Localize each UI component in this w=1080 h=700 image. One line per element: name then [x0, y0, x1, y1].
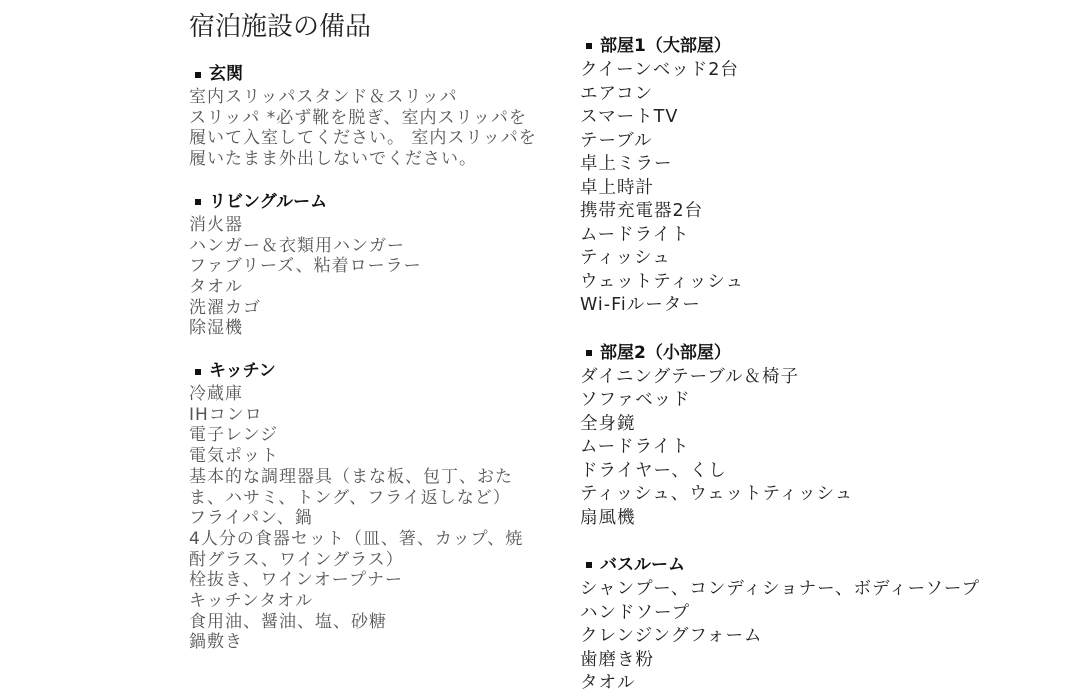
section-heading-text: 部屋2（小部屋） — [600, 342, 731, 363]
square-bullet-icon — [195, 369, 201, 375]
list-item: タオル — [189, 276, 243, 297]
list-item: 栓抜き、ワインオープナー — [189, 570, 403, 591]
list-item: 消火器 — [189, 214, 243, 235]
list-item: 冷蔵庫 — [189, 384, 243, 405]
list-item: スリッパ *必ず靴を脱ぎ、室内スリッパを — [189, 107, 527, 128]
section-room-2 — [580, 340, 1060, 531]
section-bathroom — [580, 552, 1060, 696]
list-item: 電気ポット — [189, 446, 279, 467]
list-item: ティッシュ — [580, 248, 671, 268]
page-title: 宿泊施設の備品 — [189, 12, 372, 42]
list-item: ムードライト — [580, 437, 690, 457]
list-item: ダイニングテーブル＆椅子 — [580, 366, 800, 387]
list-item: ソファベッド — [580, 390, 691, 410]
list-item: 卓上時計 — [580, 177, 654, 198]
list-item: Wi-Fiルーター — [580, 295, 701, 315]
list-item: ファブリーズ、粘着ローラー — [189, 256, 422, 277]
list-item: 歯磨き粉 — [580, 649, 654, 670]
list-item: 鍋敷き — [189, 632, 243, 653]
section-heading — [189, 62, 569, 87]
list-item: クイーンベッド2台 — [580, 60, 739, 80]
right-column — [580, 33, 1060, 696]
section-heading-text: リビングルーム — [209, 191, 328, 212]
list-item: テーブル — [580, 130, 653, 151]
list-item: ま、ハサミ、トング、フライ返しなど） — [189, 487, 511, 508]
section-living-room — [189, 190, 569, 339]
list-item: 全身鏡 — [580, 413, 636, 434]
section-heading-text: バスルーム — [600, 555, 685, 575]
item-list — [189, 87, 569, 170]
list-item: タオル — [580, 673, 636, 693]
square-bullet-icon — [586, 43, 592, 49]
section-heading — [580, 552, 1060, 578]
list-item: 履いて入室してください。 室内スリッパを — [189, 128, 537, 149]
list-item: 除湿機 — [189, 318, 243, 339]
list-item: ムードライト — [580, 224, 690, 245]
list-item: シャンプー、コンディショナー、ボディーソープ — [580, 579, 980, 599]
item-list — [580, 578, 1060, 696]
list-item: 食用油、醤油、塩、砂糖 — [189, 611, 387, 632]
square-bullet-icon — [195, 72, 201, 78]
list-item: ハンドソープ — [580, 602, 691, 623]
list-item: 室内スリッパスタンド＆スリッパ — [189, 87, 458, 107]
item-list — [580, 59, 1060, 318]
section-kitchen — [189, 359, 569, 653]
section-heading — [189, 359, 569, 384]
section-heading — [580, 33, 1060, 59]
list-item: ドライヤー、くし — [580, 460, 727, 481]
list-item: 4人分の食器セット（皿、箸、カップ、焼 — [189, 528, 524, 549]
section-room-1 — [580, 33, 1060, 318]
item-list — [189, 384, 569, 653]
list-item: 履いたまま外出しないでください。 — [189, 149, 477, 170]
list-item: キッチンタオル — [189, 591, 314, 612]
square-bullet-icon — [195, 199, 201, 205]
section-heading — [189, 190, 569, 215]
list-item: 洗濯カゴ — [189, 297, 261, 318]
list-item: ティッシュ、ウェットティッシュ — [580, 484, 854, 504]
item-list — [189, 215, 569, 339]
item-list — [580, 366, 1060, 531]
square-bullet-icon — [586, 562, 592, 568]
section-heading-text: キッチン — [209, 361, 276, 382]
list-item: 基本的な調理器具（まな板、包丁、おた — [189, 466, 513, 487]
list-item: ウェットティッシュ — [580, 271, 745, 292]
list-item: スマートTV — [580, 107, 679, 127]
list-item: 携帯充電器2台 — [580, 201, 704, 221]
section-heading-text: 部屋1（大部屋） — [600, 36, 731, 56]
section-entrance — [189, 62, 569, 170]
list-item: エアコン — [580, 83, 654, 104]
list-item: 卓上ミラー — [580, 154, 673, 174]
list-item: 電子レンジ — [189, 425, 279, 446]
list-item: 酎グラス、ワイングラス） — [189, 549, 404, 570]
section-heading-text: 玄関 — [209, 64, 243, 84]
list-item: ハンガー＆衣類用ハンガー — [189, 235, 405, 256]
list-item: 扇風機 — [580, 507, 636, 528]
list-item: クレンジングフォーム — [580, 626, 763, 646]
square-bullet-icon — [586, 350, 592, 356]
section-heading — [580, 340, 1060, 366]
list-item: IHコンロ — [189, 404, 263, 425]
left-column — [189, 62, 569, 653]
list-item: フライパン、鍋 — [189, 508, 313, 529]
